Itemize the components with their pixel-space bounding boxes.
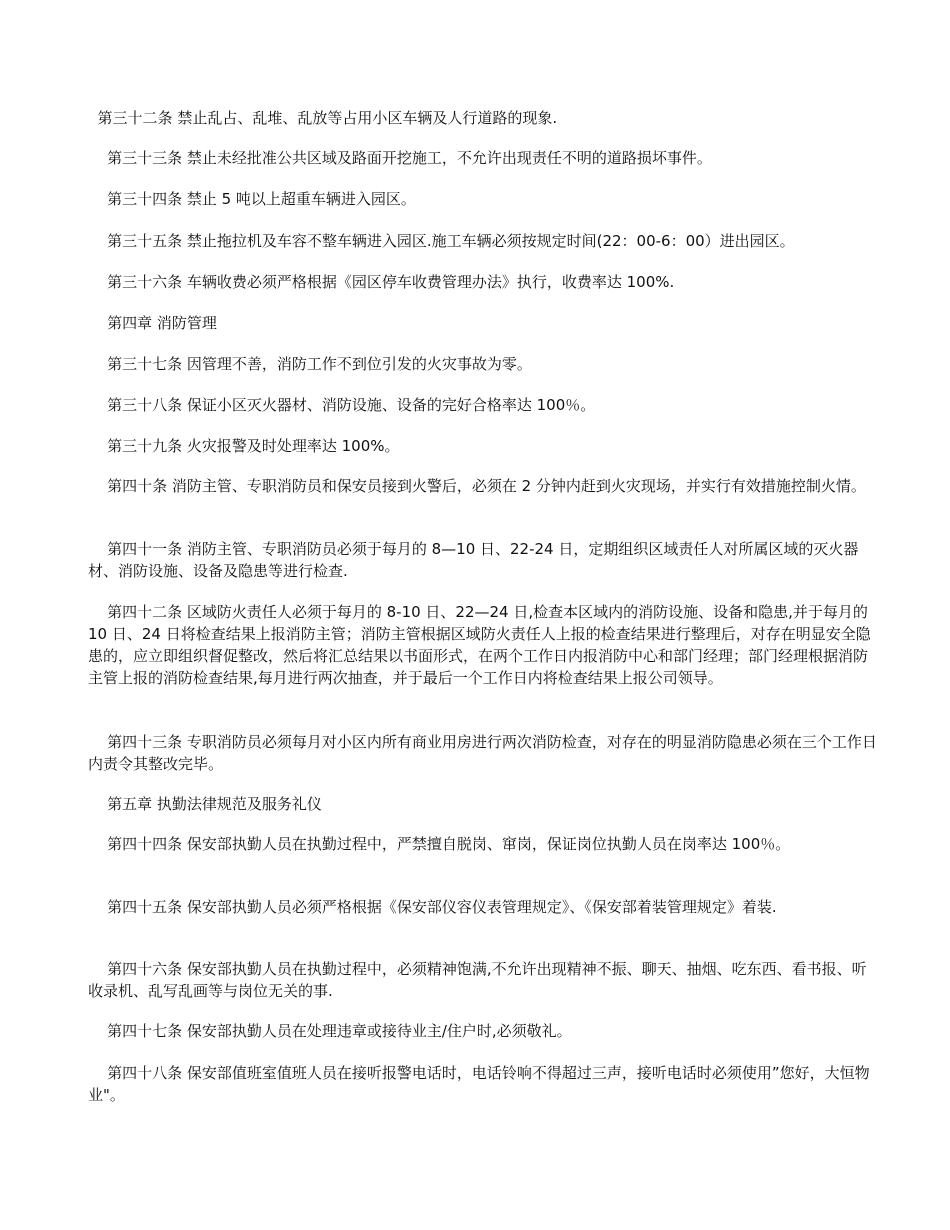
article-33: 第三十三条 禁止未经批准公共区域及路面开挖施工，不允许出现责任不明的道路损坏事件。	[88, 149, 712, 167]
article-34: 第三十四条 禁止 5 吨以上超重车辆进入园区。	[88, 190, 416, 208]
article-46: 第四十六条 保安部执勤人员在执勤过程中，必须精神饱满,不允许出现精神不振、聊天、抽烟、吃东西、看书报、听收录机、乱写乱画等与岗位无关的事.	[88, 960, 867, 1000]
article-44: 第四十四条 保安部执勤人员在执勤过程中，严禁擅自脱岗、窜岗，保证岗位执勤人员在岗率达 100％。	[88, 835, 791, 853]
article-37: 第三十七条 因管理不善，消防工作不到位引发的火灾事故为零。	[88, 355, 532, 373]
article-48: 第四十八条 保安部值班室值班人员在接听报警电话时，电话铃响不得超过三声，接听电话时必须使用”您好，大恒物业"。	[88, 1064, 870, 1104]
article-32: 第三十二条 禁止乱占、乱堆、乱放等占用小区车辆及人行道路的现象.	[88, 109, 558, 127]
chapter-4-heading: 第四章 消防管理	[88, 314, 217, 332]
chapter-5-heading: 第五章 执勤法律规范及服务礼仪	[88, 795, 322, 813]
article-35: 第三十五条 禁止拖拉机及车容不整车辆进入园区.施工车辆必须按规定时间(22：00-6：00）进出园区。	[88, 232, 795, 250]
article-38: 第三十八条 保证小区灭火器材、消防设施、设备的完好合格率达 100％。	[88, 396, 596, 414]
article-41: 第四十一条 消防主管、专职消防员必须于每月的 8—10 日、22-24 日，定期组织区域责任人对所属区域的灭火器材、消防设施、设备及隐患等进行检查.	[88, 540, 859, 580]
article-47: 第四十七条 保安部执勤人员在处理违章或接待业主/住户时,必须敬礼。	[88, 1022, 572, 1040]
article-43: 第四十三条 专职消防员必须每月对小区内所有商业用房进行两次消防检查，对存在的明显消防隐患必须在三个工作日内责令其整改完毕。	[88, 733, 877, 773]
article-36: 第三十六条 车辆收费必须严格根据《园区停车收费管理办法》执行，收费率达 100%.	[88, 273, 675, 291]
article-39: 第三十九条 火灾报警及时处理率达 100%。	[88, 437, 400, 455]
article-40: 第四十条 消防主管、专职消防员和保安员接到火警后，必须在 2 分钟内赶到火灾现场，并实行有效措施控制火情。	[88, 477, 866, 495]
article-45: 第四十五条 保安部执勤人员必须严格根据《保安部仪容仪表管理规定》、《保安部着装管理规定》着装.	[88, 898, 777, 916]
article-42: 第四十二条 区域防火责任人必须于每月的 8-10 日、22—24 日,检查本区域内的消防设施、设备和隐患,并于每月的 10 日、24 日将检查结果上报消防主管；消防主管根据区域防火责任人上报的检查结果进行整理后，对存在明显安全隐患的，应立即组织督促整改，然后将汇总结果以书面形式，在两个工作日内报消防中心和部门经理；部门经理根据消防主管上报的消防检查结果,每月进行两次抽查，并于最后一个工作日内将检查结果上报公司领导。	[88, 603, 873, 687]
